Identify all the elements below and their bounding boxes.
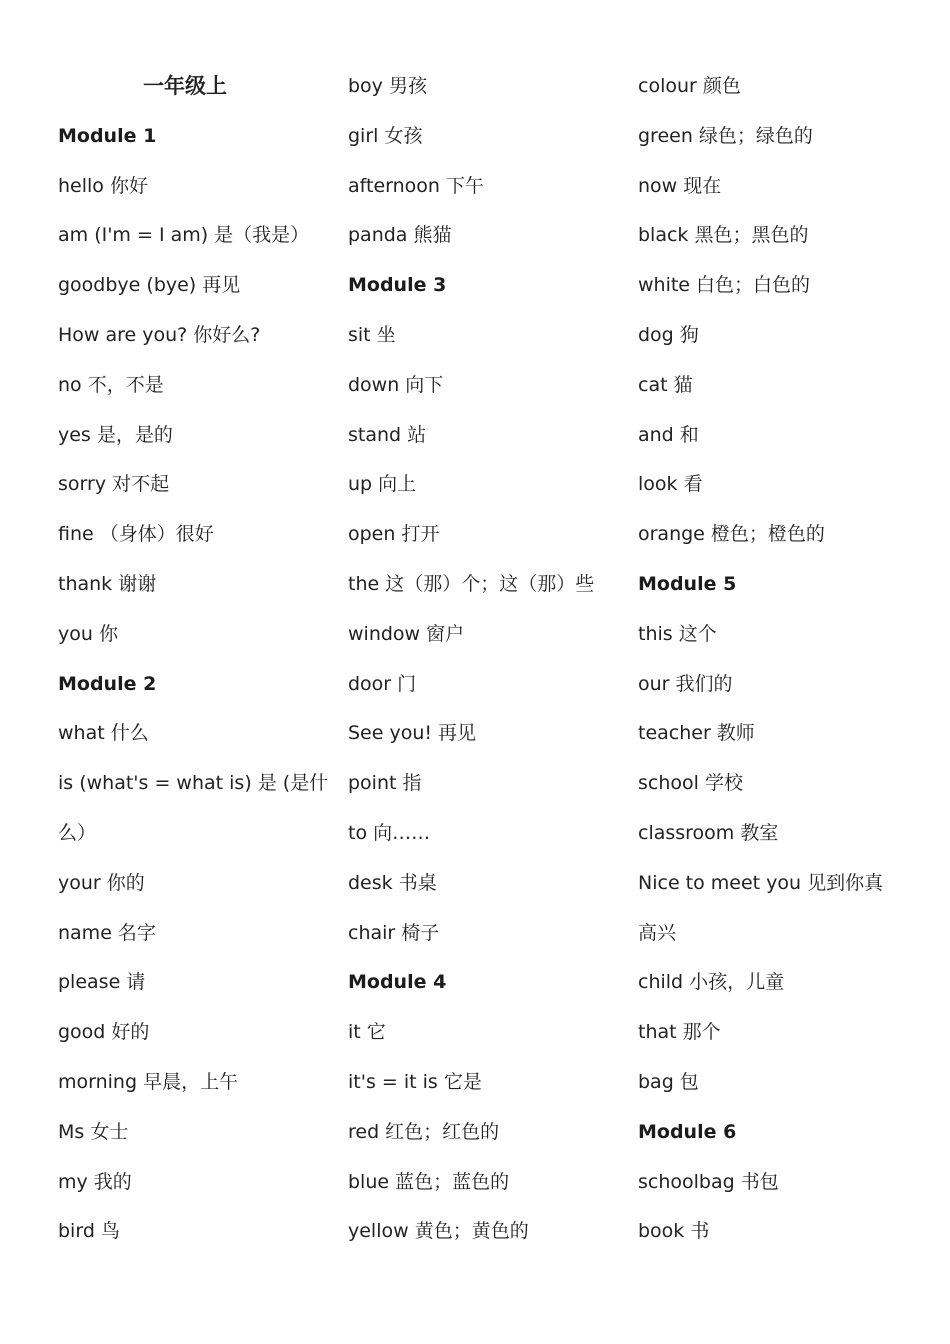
vocab-entry: thank 谢谢 bbox=[58, 572, 157, 595]
page-title: 一年级上 bbox=[143, 74, 227, 98]
vocab-entry: panda 熊猫 bbox=[348, 224, 452, 247]
vocab-entry: sorry 对不起 bbox=[58, 473, 170, 496]
vocab-entry: now 现在 bbox=[638, 174, 722, 197]
vocab-entry: to 向…… bbox=[348, 821, 431, 844]
vocab-entry: hello 你好 bbox=[58, 174, 148, 197]
vocab-entry: sit 坐 bbox=[348, 323, 396, 346]
vocabulary-column-1 bbox=[58, 62, 328, 1257]
vocab-entry: cat 猫 bbox=[638, 373, 693, 396]
vocab-entry: book 书 bbox=[638, 1220, 710, 1243]
vocab-entry: See you! 再见 bbox=[348, 722, 477, 745]
vocab-entry: colour 颜色 bbox=[638, 75, 741, 97]
vocab-entry: desk 书桌 bbox=[348, 871, 437, 894]
vocab-entry: fine （身体）很好 bbox=[58, 523, 214, 546]
vocab-entry: good 好的 bbox=[58, 1021, 150, 1044]
vocab-entry: look 看 bbox=[638, 473, 703, 496]
vocab-entry: girl 女孩 bbox=[348, 124, 423, 147]
module-heading: Module 2 bbox=[58, 672, 157, 695]
vocab-entry: down 向下 bbox=[348, 373, 444, 396]
vocab-entry: morning 早晨，上午 bbox=[58, 1070, 239, 1093]
vocab-entry: it 它 bbox=[348, 1021, 386, 1044]
vocab-entry: that 那个 bbox=[638, 1021, 721, 1044]
vocab-entry: our 我们的 bbox=[638, 672, 733, 695]
vocab-entry: How are you? 你好么? bbox=[58, 323, 261, 346]
vocab-entry: Nice to meet you 见到你真 bbox=[638, 871, 884, 894]
module-heading: Module 1 bbox=[58, 124, 157, 147]
vocab-entry: window 窗户 bbox=[348, 622, 465, 645]
module-heading: Module 5 bbox=[638, 572, 737, 595]
vocab-entry: what 什么 bbox=[58, 722, 149, 745]
vocab-entry: yellow 黄色；黄色的 bbox=[348, 1220, 529, 1243]
vocab-entry: goodbye (bye) 再见 bbox=[58, 274, 241, 297]
module-heading: Module 6 bbox=[638, 1120, 737, 1143]
vocab-entry: red 红色；红色的 bbox=[348, 1120, 500, 1143]
vocab-entry: 高兴 bbox=[638, 921, 677, 944]
vocab-entry: orange 橙色；橙色的 bbox=[638, 523, 825, 546]
vocab-entry: this 这个 bbox=[638, 622, 717, 645]
vocab-entry: Ms 女士 bbox=[58, 1120, 129, 1143]
vocab-entry: yes 是，是的 bbox=[58, 423, 173, 446]
vocab-entry: point 指 bbox=[348, 772, 422, 795]
vocabulary-column-3 bbox=[638, 62, 908, 1257]
vocab-entry: is (what's = what is) 是 (是什 bbox=[58, 772, 329, 795]
vocab-entry: blue 蓝色；蓝色的 bbox=[348, 1170, 510, 1193]
vocab-entry: the 这（那）个；这（那）些 bbox=[348, 572, 595, 595]
vocab-entry: child 小孩，儿童 bbox=[638, 971, 785, 994]
module-heading: Module 3 bbox=[348, 274, 447, 297]
vocab-entry: afternoon 下午 bbox=[348, 174, 484, 197]
vocab-entry: teacher 教师 bbox=[638, 722, 755, 745]
vocab-entry: chair 椅子 bbox=[348, 921, 440, 944]
vocab-entry: your 你的 bbox=[58, 871, 145, 894]
vocab-entry: classroom 教室 bbox=[638, 821, 779, 844]
vocab-entry: it's = it is 它是 bbox=[348, 1070, 482, 1093]
vocab-entry: white 白色；白色的 bbox=[638, 274, 811, 297]
vocab-entry: up 向上 bbox=[348, 473, 417, 496]
vocab-entry: green 绿色；绿色的 bbox=[638, 124, 813, 147]
vocab-entry: dog 狗 bbox=[638, 323, 699, 346]
vocab-entry: boy 男孩 bbox=[348, 75, 427, 97]
vocab-entry: black 黑色；黑色的 bbox=[638, 224, 809, 247]
vocab-entry: name 名字 bbox=[58, 921, 156, 944]
vocab-entry: and 和 bbox=[638, 423, 699, 446]
vocab-entry: open 打开 bbox=[348, 523, 440, 546]
vocabulary-column-2 bbox=[348, 62, 618, 1257]
vocab-entry: stand 站 bbox=[348, 423, 427, 446]
vocab-entry: no 不，不是 bbox=[58, 373, 164, 396]
vocab-entry: bag 包 bbox=[638, 1070, 699, 1093]
vocab-entry: schoolbag 书包 bbox=[638, 1170, 779, 1193]
vocab-entry: am (I'm = I am) 是（我是） bbox=[58, 224, 310, 247]
vocab-entry: my 我的 bbox=[58, 1170, 132, 1193]
vocab-entry: 么） bbox=[58, 821, 97, 844]
vocab-entry: please 请 bbox=[58, 971, 146, 994]
vocab-entry: bird 鸟 bbox=[58, 1220, 120, 1243]
vocab-entry: door 门 bbox=[348, 672, 417, 695]
vocab-entry: you 你 bbox=[58, 622, 118, 645]
module-heading: Module 4 bbox=[348, 971, 447, 994]
vocab-entry: school 学校 bbox=[638, 772, 743, 795]
